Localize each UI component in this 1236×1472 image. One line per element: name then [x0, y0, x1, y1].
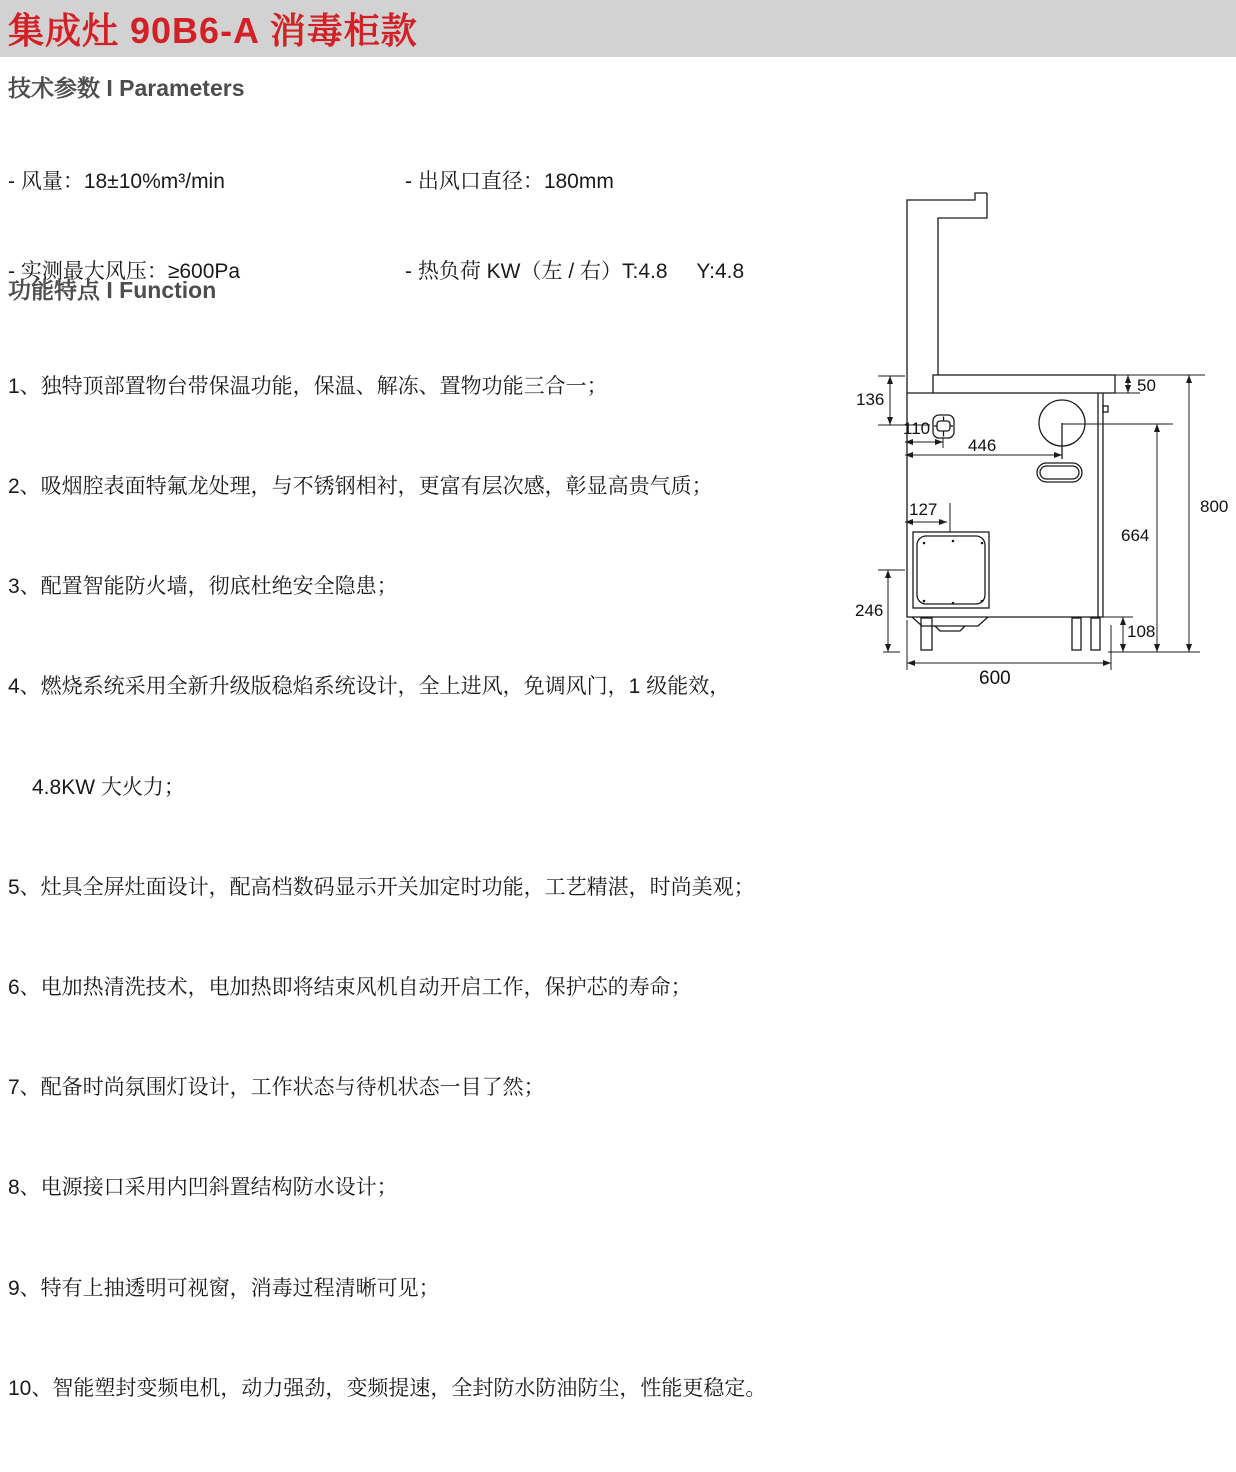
leg-right-outer [1091, 618, 1100, 650]
panel-screw [981, 600, 984, 603]
dim-label-800: 800 [1200, 497, 1229, 516]
function-item-6: 6、电加热清洗技术，电加热即将结束风机自动开启工作，保护芯的寿命； [8, 976, 692, 1000]
page-title: 集成灶 90B6-A 消毒柜款 [8, 10, 418, 51]
panel-screw [952, 602, 955, 605]
leg-left [921, 618, 932, 650]
panel-screw [981, 542, 984, 545]
parameters-heading: 技术参数 I Parameters [8, 75, 245, 101]
chimney-duct-inner [938, 193, 987, 375]
dim-label-50: 50 [1137, 376, 1156, 395]
param-outlet-diameter: - 出风口直径：180mm [405, 170, 614, 193]
header-banner [0, 0, 1236, 57]
panel-screw [952, 540, 955, 543]
access-panel-inner [917, 536, 985, 604]
function-item-8: 8、电源接口采用内凹斜置结构防水设计； [8, 1176, 398, 1200]
dim-label-446: 446 [968, 436, 997, 455]
dim-label-664: 664 [1121, 526, 1150, 545]
dim-label-127: 127 [909, 500, 938, 519]
dim-label-600: 600 [979, 668, 1011, 689]
function-item-4: 4、燃烧系统采用全新升级版稳焰系统设计，全上进风，免调风门，1 级能效， [8, 675, 731, 699]
function-item-2: 2、吸烟腔表面特氟龙处理，与不锈钢相衬，更富有层次感，彰显高贵气质； [8, 475, 713, 499]
leg-right-inner [1072, 618, 1081, 650]
param-airflow: - 风量：18±10%m³/min [8, 170, 225, 193]
function-item-10: 10、智能塑封变频电机，动力强劲，变频提速，全封防水防油防尘，性能更稳定。 [8, 1376, 767, 1400]
gas-valve-inner [937, 421, 950, 431]
function-list [8, 303, 766, 1472]
function-item-7: 7、配备时尚氛围灯设计，工作状态与待机状态一目了然； [8, 1076, 545, 1100]
param-max-pressure: - 实测最大风压：≥600Pa [8, 260, 241, 283]
top-shelf [933, 375, 1115, 393]
function-item-4-continued: 4.8KW 大火力； [32, 775, 185, 799]
chimney-duct-outer [907, 193, 1103, 617]
panel-screw [923, 542, 926, 545]
function-item-3: 3、配置智能防火墙，彻底杜绝安全隐患； [8, 575, 398, 599]
dim-label-136: 136 [856, 390, 885, 409]
function-item-5: 5、灶具全屏灶面设计，配高档数码显示开关加定时功能，工艺精湛，时尚美观； [8, 875, 755, 899]
panel-screw [923, 600, 926, 603]
param-heat-load: - 热负荷 KW（左 / 右）T:4.8 Y:4.8 [405, 260, 745, 283]
handle-inner [1040, 466, 1079, 479]
dim-label-110: 110 [903, 419, 931, 438]
right-edge-clip [1103, 406, 1108, 412]
dim-label-108: 108 [1127, 622, 1156, 641]
function-heading: 功能特点 I Function [8, 277, 217, 303]
dim-label-246: 246 [855, 601, 884, 620]
bottom-pan-drain [935, 626, 965, 631]
function-item-9: 9、特有上抽透明可视窗，消毒过程清晰可见； [8, 1276, 440, 1300]
function-item-1: 1、独特顶部置物台带保温功能，保温、解冻、置物功能三合一； [8, 374, 608, 398]
dimension-diagram [850, 185, 1236, 705]
